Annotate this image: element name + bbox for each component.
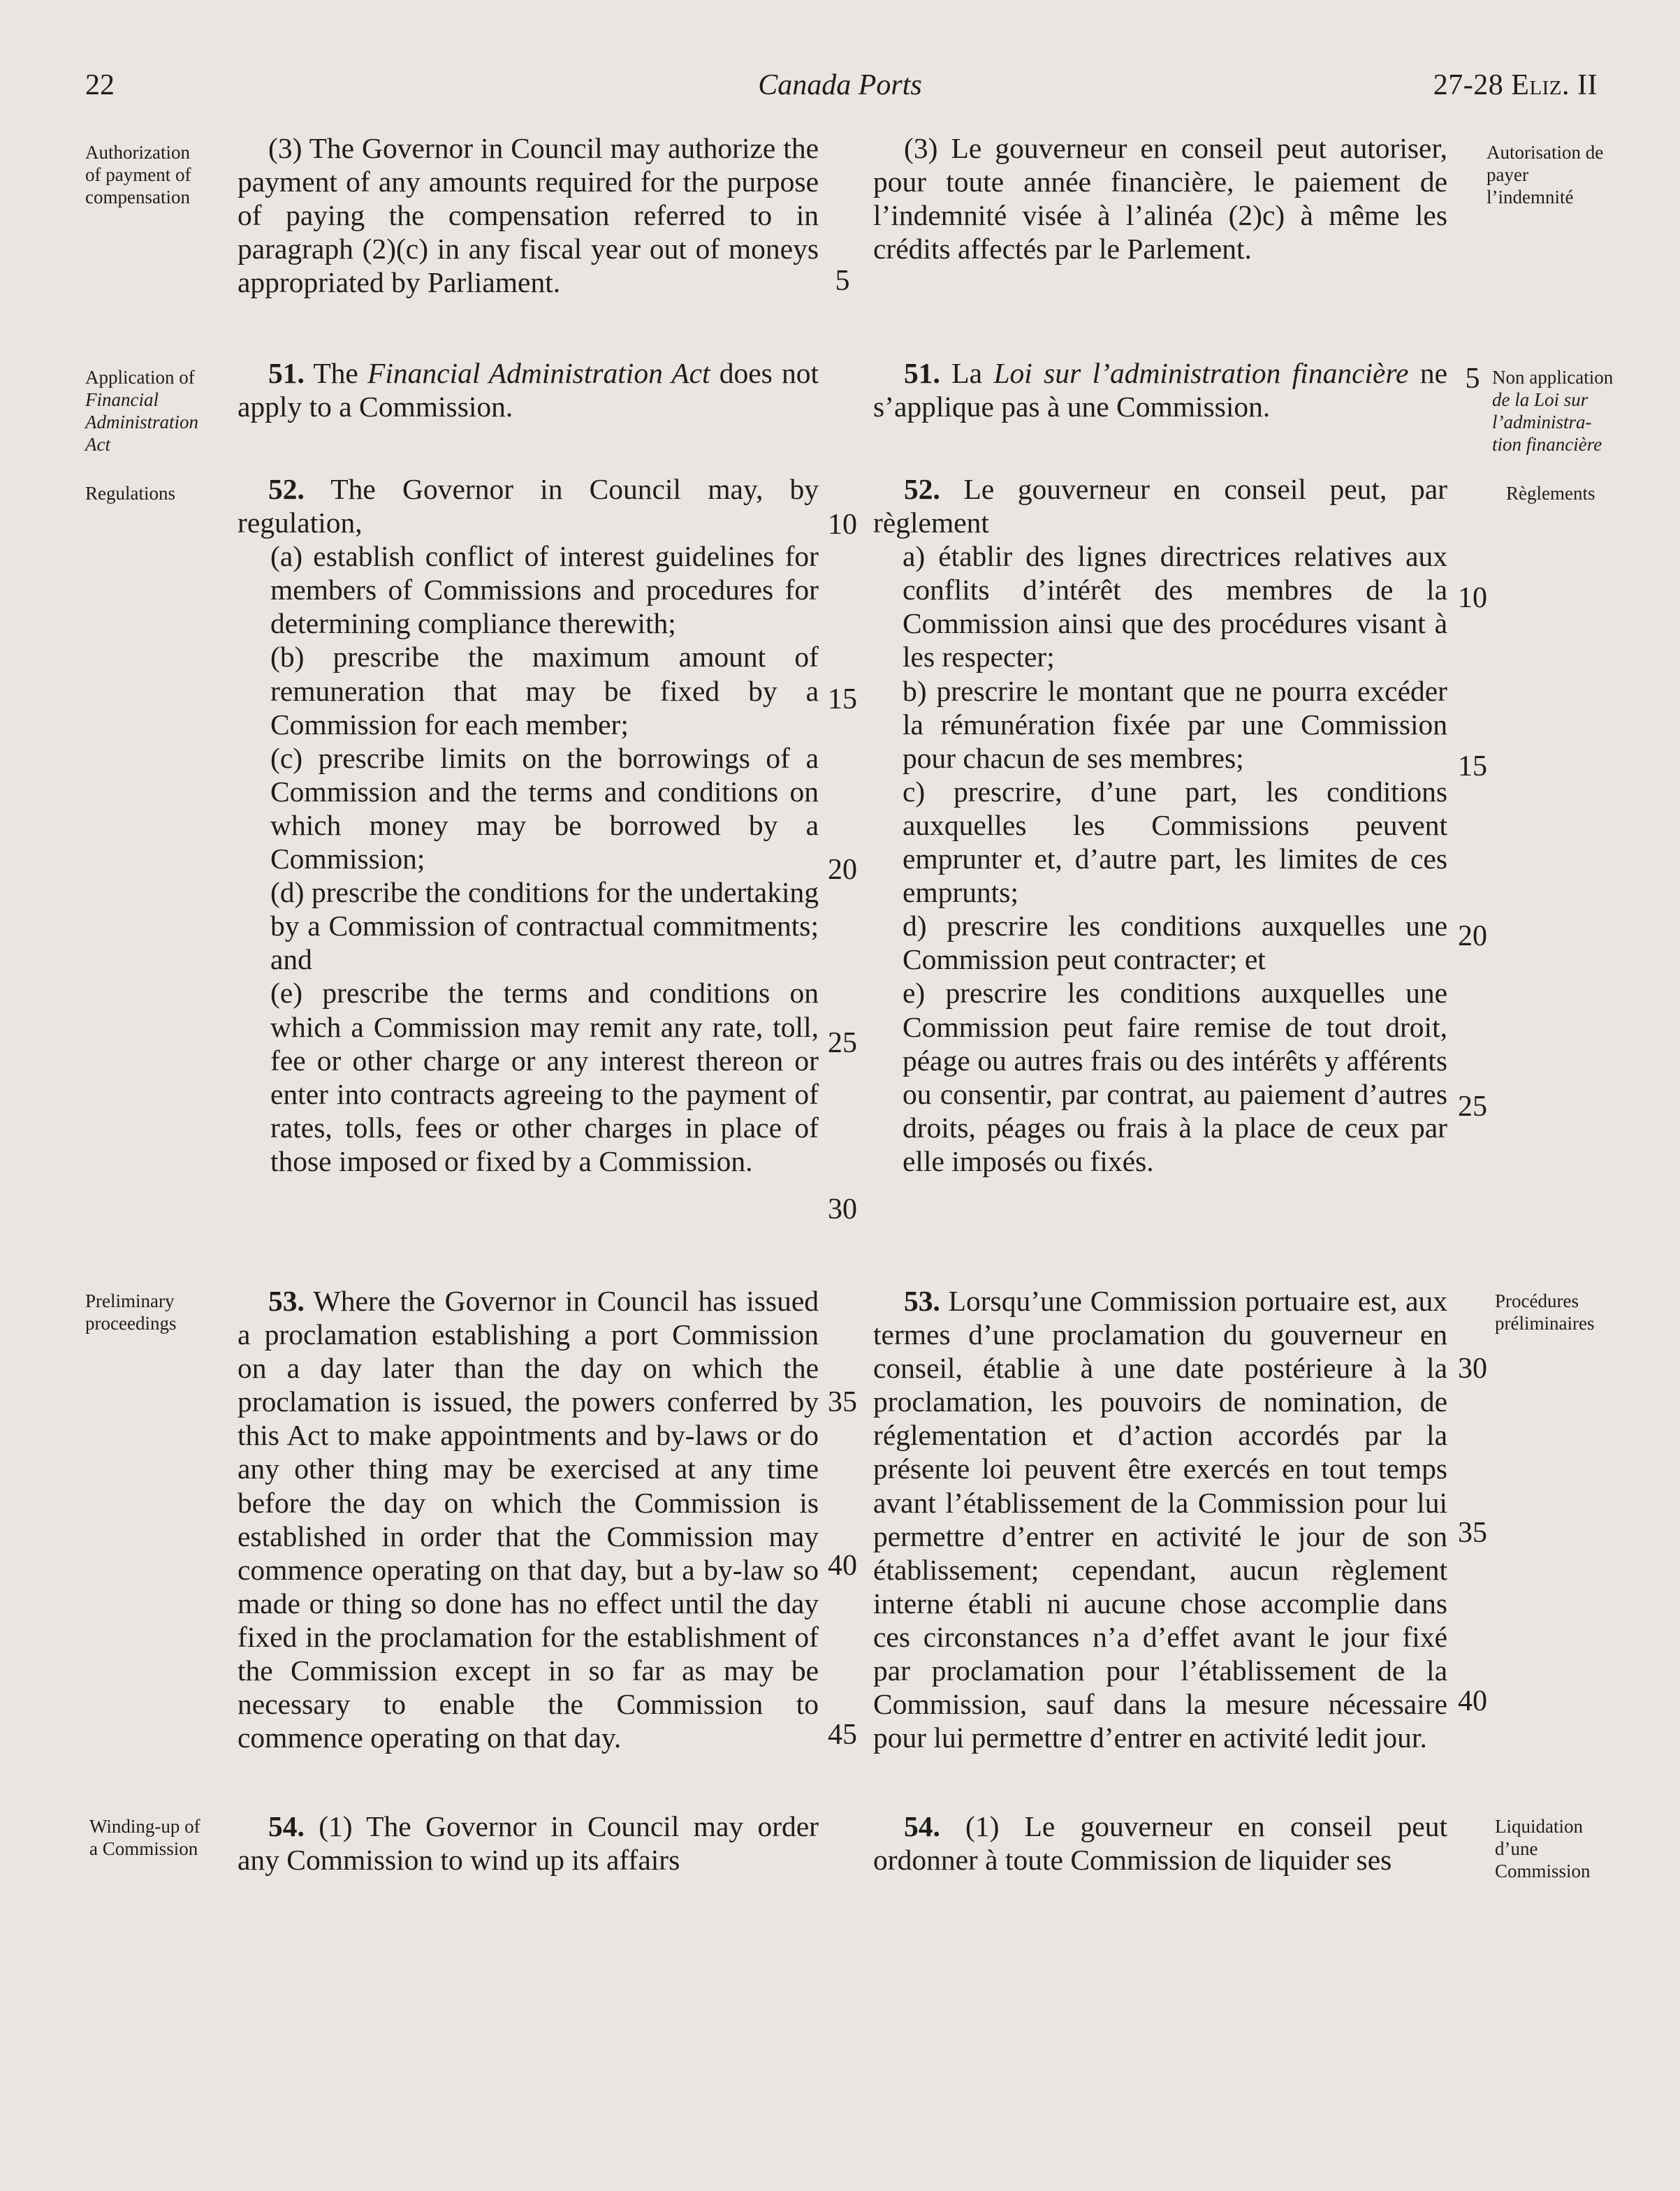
paragraph-52d-en: (d) prescribe the conditions for the undertaking by a Commission of contractual commitments; and (270, 876, 819, 976)
line-number: 15 (1458, 750, 1487, 782)
section-50-3-fr: (3) Le gouverneur en conseil peut autoriser, pour toute année financière, le paiement de l’indemnité visée à l’alinéa (2)c) à même les crédits affectés par le Parlement. (873, 132, 1447, 265)
line-number: 15 (828, 683, 857, 715)
paragraph-52c-en: (c) prescribe limits on the borrowings of a Commission and the terms and conditions on which money may be borrowed by a Commission; (270, 741, 819, 875)
section-54-fr: 54. (1) Le gouverneur en conseil peut ordonner à toute Commission de liquider ses (873, 1810, 1447, 1877)
line-number: 20 (1458, 920, 1487, 952)
line-number: 40 (828, 1550, 857, 1582)
margin-note-winding-up: Winding-up of a Commission (89, 1816, 200, 1859)
paragraph-52b-en: (b) prescribe the maximum amount of remuneration that may be fixed by a Commission for each member; (270, 641, 819, 741)
line-number: 30 (828, 1193, 857, 1225)
line-number: 45 (828, 1719, 857, 1751)
running-title: Canada Ports (758, 69, 922, 101)
paragraph-52a-fr: a) établir des lignes directrices relatives aux conflits d’intérêt des membres de la Commission ainsi que des procédures visant à les respecter; (903, 540, 1447, 674)
regnal-year: 27-28 Eliz. II (1433, 69, 1598, 101)
line-number: 35 (828, 1386, 857, 1418)
line-number: 25 (828, 1027, 857, 1059)
section-50-3-en: (3) The Governor in Council may authorize the payment of any amounts required for the purpose of paying the compensation referred to in paragraph (2)(c) in any fiscal year out of moneys appropriated by Parliament. (238, 132, 819, 299)
section-52-fr: 52. Le gouverneur en conseil peut, par règlement a) établir des lignes directrices relatives aux conflits d’intérêt des membres de la Commission ainsi que des procédures visant à les respecter; b) prescrire le montant que ne pourra excéder la rémunération fixée par une Commission pour chacun de ses membres; c) prescrire, d’une part, les conditions auxquelles les Commissions peuvent emprunter et, d’autre part, les limites de ces emprunts; d) prescrire les conditions auxquelles une Commission peut contracter; et e) prescrire les conditions auxquelles une Commission peut faire remise de tout droit, péage ou autres frais ou des intérêts y afférents ou consentir, par contrat, au paiement d’autres droits, péages ou frais à la place de ceux par elle imposés ou fixés. (873, 473, 1447, 1177)
section-52-en: 52. The Governor in Council may, by regulation, (a) establish conflict of interest guidelines for members of Commissions and procedures for determining compliance therewith; (b) prescribe the maximum amount of remuneration that may be fixed by a Commission for each member; (c) prescribe limits on the borrowings of a Commission and the terms and conditions on which money may be borrowed by a Commission; (d) prescribe the conditions for the undertaking by a Commission of contractual commitments; and (e) prescribe the terms and conditions on which a Commission may remit any rate, toll, fee or other charge or any interest thereon or enter into contracts agreeing to the payment of rates, tolls, fees or other charges in place of those imposed or fixed by a Commission. (238, 473, 819, 1177)
section-54-en: 54. (1) The Governor in Council may order any Commission to wind up its affairs (238, 1810, 819, 1877)
margin-note-autorisation: Autorisation de payer l’indemnité (1487, 142, 1604, 208)
page-number: 22 (85, 69, 115, 101)
line-number: 10 (828, 509, 857, 541)
paragraph-52e-fr: e) prescrire les conditions auxquelles une Commission peut faire remise de tout droit, péage ou autres frais ou des intérêts y afférents ou consentir, par contrat, au paiement d’autres droits, péages ou frais à la place de ceux par elle imposés ou fixés. (903, 977, 1447, 1177)
margin-note-non-application: Non application de la Loi sur l’administra- tion financière (1492, 367, 1614, 455)
margin-note-reglements: Règlements (1506, 483, 1595, 504)
line-number: 5 (835, 265, 850, 297)
line-number: 5 (1465, 363, 1480, 395)
paragraph-52b-fr: b) prescrire le montant que ne pourra excéder la rémunération fixée par une Commission pour chacun de ses membres; (903, 674, 1447, 774)
line-number: 20 (828, 854, 857, 886)
line-number: 40 (1458, 1685, 1487, 1717)
line-number: 25 (1458, 1091, 1487, 1123)
paragraph-52d-fr: d) prescrire les conditions auxquelles une Commission peut contracter; et (903, 910, 1447, 976)
margin-note-application: Application of Financial Administration Act (85, 367, 199, 455)
section-51-en: 51. The Financial Administration Act does not apply to a Commission. (238, 357, 819, 423)
section-53-fr: 53. Lorsqu’une Commission portuaire est, aux termes d’une proclamation du gouverneur en conseil, établie à une date postérieure à la proclamation, les pouvoirs de nomination, de réglementation et d’action accordés par la présente loi peuvent être exercés en tout temps avant l’établissement de la Commission pour lui permettre d’entrer en activité le jour de son établissement; cependant, aucun règlement interne établi ni aucune chose accomplie dans ces circonstances n’a d’effet avant le jour fixé par proclamation pour l’établissement de la Commission, sauf dans la mesure nécessaire pour lui permettre d’entrer en activité ledit jour. (873, 1285, 1448, 1754)
section-51-fr: 51. La Loi sur l’administration financière ne s’applique pas à une Commission. (873, 357, 1448, 423)
paragraph-52c-fr: c) prescrire, d’une part, les conditions auxquelles les Commissions peuvent emprunter et, d’autre part, les limites de ces emprunts; (903, 775, 1447, 909)
section-53-en: 53. Where the Governor in Council has issued a proclamation establishing a port Commission on a day later than the day on which the proclamation is issued, the powers conferred by this Act to make appointments and by-laws or do any other thing may be exercised at any time before the day on which the Commission is established in order that the Commission may commence operating on that day, but a by-law so made or thing so done has no effect until the day fixed in the proclamation for the establishment of the Commission except in so far as may be necessary to enable the Commission to commence operating on that day. (238, 1285, 819, 1754)
paragraph-52e-en: (e) prescribe the terms and conditions on which a Commission may remit any rate, toll, fee or other charge or any interest thereon or enter into contracts agreeing to the payment of rates, tolls, fees or other charges in place of those imposed or fixed by a Commission. (270, 977, 819, 1177)
paragraph-52a-en: (a) establish conflict of interest guidelines for members of Commissions and procedures for determining compliance therewith; (270, 540, 819, 640)
margin-note-liquidation: Liquidation d’une Commission (1495, 1816, 1591, 1881)
line-number: 30 (1458, 1353, 1487, 1385)
line-number: 35 (1458, 1517, 1487, 1549)
margin-note-regulations: Regulations (85, 483, 175, 504)
margin-note-procedures: Procédures préliminaires (1495, 1290, 1595, 1334)
margin-note-authorization: Authorization of payment of compensation (85, 142, 191, 208)
line-number: 10 (1458, 582, 1487, 614)
margin-note-preliminary: Preliminary proceedings (85, 1290, 177, 1334)
